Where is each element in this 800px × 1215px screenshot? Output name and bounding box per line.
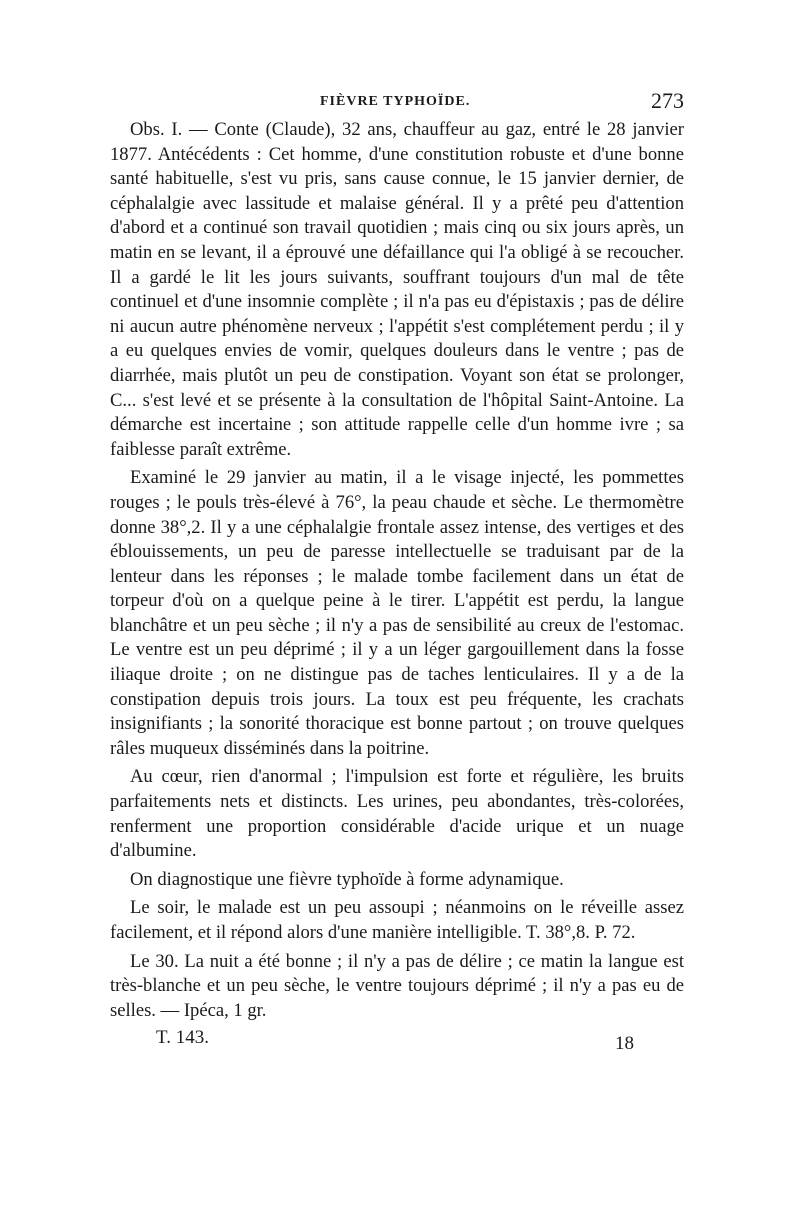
page-footer (110, 1027, 684, 1057)
paragraph: Examiné le 29 janvier au matin, il a le visage injecté, les pommettes rouges ; le pouls très-élevé à 76°, la peau chaude et sèche. Le thermomètre donne 38°,2. Il y a une céphalalgie frontale assez intense, des vertiges et des éblouissements, un peu de paresse intellectuelle se traduisant par de la lenteur dans les réponses ; le malade tombe facilement dans un état de torpeur d'où on a quelque peine à le tirer. L'appétit est perdu, la langue blanchâtre et un peu sèche ; il n'y a pas de sensibilité au creux de l'estomac. Le ventre est un peu déprimé ; il y a un léger gargouillement dans la fosse iliaque droite ; on ne distingue pas de taches lenticulaires. Il y a de la constipation depuis trois jours. La toux est peu fréquente, les crachats insignifiants ; la sonorité thoracique est bonne partout ; on trouve quelques râles muqueux disséminés dans la poitrine. (110, 467, 684, 759)
paragraph: Au cœur, rien d'anormal ; l'impulsion est forte et régulière, les bruits parfaitements nets et distincts. Les urines, peu abondantes, très-colorées, renferment une proportion considérable d'acide urique et un nuage d'albumine. (110, 766, 684, 862)
paragraph: On diagnostique une fièvre typhoïde à forme adynamique. (130, 868, 564, 890)
sheet-number: 18 (615, 1033, 634, 1055)
document-page (110, 88, 684, 1057)
paragraph: Le 30. La nuit a été bonne ; il n'y a pas de délire ; ce matin la langue est très-blanche et un peu sèche, le ventre toujours déprimé ; il n'y a pas eu de selles. — Ipéca, 1 gr. (110, 950, 684, 1021)
running-title: FIÈVRE TYPHOÏDE. (320, 94, 471, 109)
paragraph: Le soir, le malade est un peu assoupi ; néanmoins on le réveille assez facilement, et il répond alors d'une manière intelligible. T. 38°,8. P. 72. (110, 897, 684, 943)
body-text (110, 118, 684, 1023)
page-number: 273 (651, 88, 684, 113)
paragraph: Obs. I. — Conte (Claude), 32 ans, chauffeur au gaz, entré le 28 janvier 1877. Antécédents : Cet homme, d'une constitution robuste et d'une bonne santé habituelle, s'est vu pris, sans cause connue, le 15 janvier dernier, de céphalalgie avec lassitude et malaise général. Il y a prêté peu d'attention d'abord et a continué son travail quotidien ; mais cinq ou six jours après, un matin en se levant, il a éprouvé une défaillance qui l'a obligé à se recoucher. Il a gardé le lit les jours suivants, souffrant toujours d'un mal de tête continuel et d'une insomnie complète ; il n'a pas eu d'épistaxis ; pas de délire ni aucun autre phénomène nerveux ; l'appétit s'est complétement perdu ; il y a eu quelques envies de vomir, quelques douleurs dans le ventre ; pas de diarrhée, mais plutôt un peu de constipation. Voyant son état se prolonger, C... s'est levé et se présente à la consultation de l'hôpital Saint-Antoine. La démarche est incertaine ; son attitude rappelle celle d'un homme ivre ; sa faiblesse paraît extrême. (110, 119, 684, 460)
page-header (110, 88, 684, 118)
signature-mark: T. 143. (156, 1027, 209, 1049)
